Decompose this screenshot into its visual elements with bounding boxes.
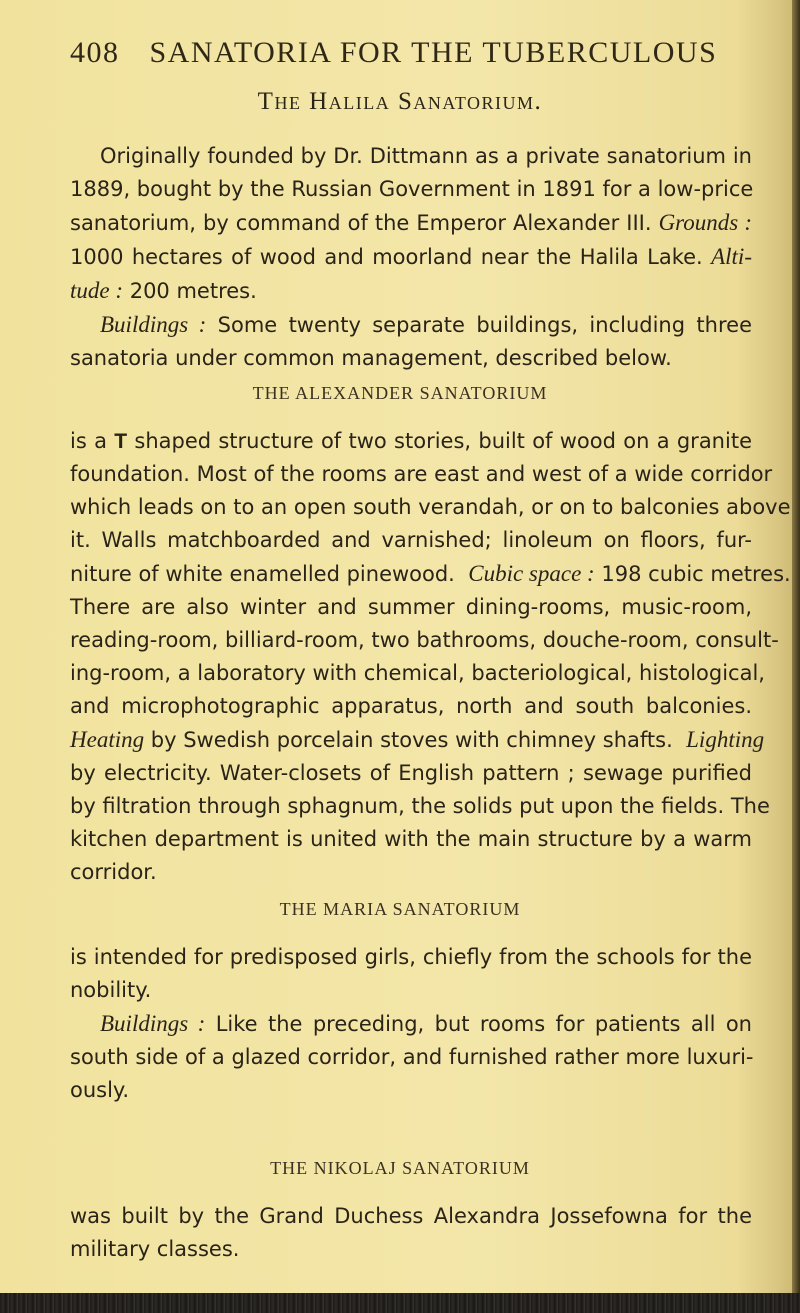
- text-line: is a T shaped structure of two stories, built of wood on a granite: [70, 429, 752, 453]
- page-edge-shadow: [792, 0, 800, 1313]
- text-line: foundation. Most of the rooms are east and west of a wide corridor: [70, 462, 773, 486]
- alexander-paragraph: [70, 425, 791, 889]
- maria-paragraph: [70, 941, 752, 1107]
- text-line: corridor.: [70, 860, 157, 884]
- text-line: it. Walls matchboarded and varnished; linoleum on floors, fur-: [70, 528, 752, 552]
- text-line: ing-room, a laboratory with chemical, bacteriological, histological,: [70, 661, 765, 685]
- text-line: which leads on to an open south verandah, or on to balconies above: [70, 495, 791, 519]
- text-line: sanatoria under common management, described below.: [70, 346, 672, 370]
- text-line: 1889, bought by the Russian Government in 1891 for a low-price: [70, 177, 754, 201]
- text-line: by filtration through sphagnum, the solids put upon the fields. The: [70, 794, 770, 818]
- page-number: 408: [70, 36, 120, 69]
- section-title: The Halila Sanatorium.: [257, 88, 543, 115]
- altitude-label-cont: tude :: [70, 278, 124, 303]
- text-line: sanatorium, by command of the Emperor Alexander III. Grounds :: [70, 210, 752, 235]
- text-line: by electricity. Water-closets of English pattern ; sewage purified: [70, 761, 752, 785]
- text-line: Buildings : Like the preceding, but rooms for patients all on: [100, 1011, 752, 1036]
- alexander-heading: THE ALEXANDER SANATORIUM: [252, 383, 548, 403]
- buildings-label: Buildings :: [100, 1011, 206, 1036]
- text-line: Originally founded by Dr. Dittmann as a private sanatorium in: [100, 144, 752, 168]
- scan-bottom-edge: [0, 1293, 800, 1313]
- text-line: kitchen department is united with the main structure by a warm: [70, 827, 752, 851]
- text-line: nobility.: [70, 978, 152, 1002]
- heating-label: Heating: [70, 727, 145, 752]
- text-line: 1000 hectares of wood and moorland near the Halila Lake. Alti-: [70, 244, 752, 269]
- grounds-label: Grounds :: [658, 210, 752, 235]
- running-head: [70, 36, 750, 70]
- text-line: military classes.: [70, 1237, 240, 1261]
- running-title: SANATORIA FOR THE TUBERCULOUS: [149, 36, 718, 69]
- text-line: Buildings : Some twenty separate buildings, including three: [100, 312, 752, 337]
- t-shape-glyph: T: [114, 430, 128, 453]
- text-line: There are also winter and summer dining-rooms, music-room,: [70, 595, 752, 619]
- text-line: tude : 200 metres.: [70, 278, 257, 303]
- text-line: and microphotographic apparatus, north and south balconies.: [70, 694, 752, 718]
- cubic-space-label: Cubic space :: [468, 561, 595, 586]
- maria-heading: THE MARIA SANATORIUM: [279, 899, 521, 919]
- text-line: is intended for predisposed girls, chiefly from the schools for the: [70, 945, 752, 969]
- text-line: ously.: [70, 1078, 130, 1102]
- nikolaj-heading: THE NIKOLAJ SANATORIUM: [270, 1158, 530, 1178]
- text-line: Heating by Swedish porcelain stoves with chimney shafts. Lighting: [70, 727, 765, 752]
- intro-paragraph: [70, 140, 752, 375]
- text-line: niture of white enamelled pinewood. Cubic space : 198 cubic metres.: [70, 561, 791, 586]
- buildings-label: Buildings :: [100, 312, 207, 337]
- text-line: reading-room, billiard-room, two bathrooms, douche-room, consult-: [70, 628, 779, 652]
- nikolaj-paragraph: [70, 1200, 752, 1266]
- text-line: was built by the Grand Duchess Alexandra Jossefowna for the: [70, 1204, 752, 1228]
- lighting-label: Lighting: [686, 727, 765, 752]
- altitude-label: Alti-: [711, 244, 752, 269]
- text-line: south side of a glazed corridor, and furnished rather more luxuri-: [70, 1045, 754, 1069]
